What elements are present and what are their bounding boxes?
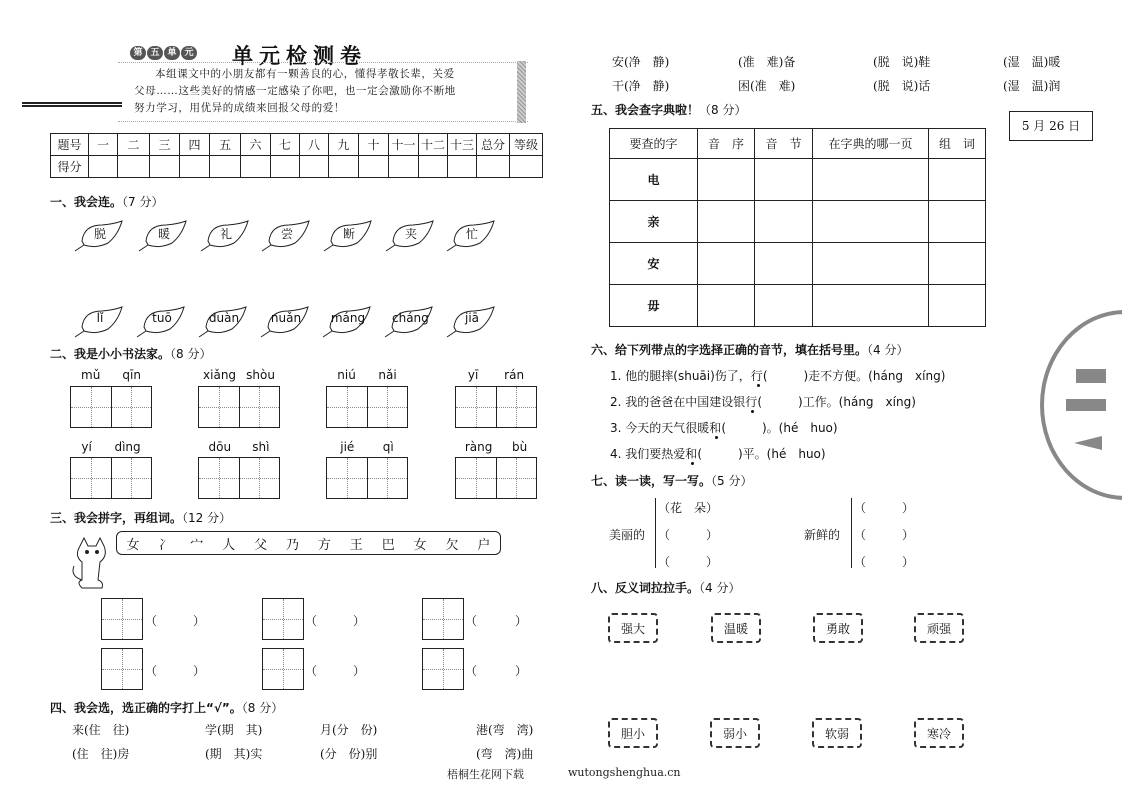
dict-header: 要查的字 [610, 129, 698, 159]
stamp-mark [1076, 369, 1106, 383]
q8-points: （4 分） [699, 581, 741, 595]
pinyin-pair [326, 440, 408, 454]
word-blank[interactable] [465, 662, 527, 679]
unit-badge [130, 46, 197, 60]
paren: （ [145, 664, 158, 678]
item-text: ( )走不方便。(háng xíng) [762, 369, 946, 383]
grid-cell[interactable] [112, 458, 152, 498]
leaf-character[interactable] [259, 219, 311, 249]
grid-cell[interactable] [497, 387, 537, 427]
radical: 户 [477, 537, 491, 553]
score-header: 六 [241, 134, 271, 156]
choice-item[interactable]: 来(住 往) [72, 723, 130, 737]
choice-item[interactable]: (弯 湾)曲 [476, 747, 534, 761]
score-header: 十二 [419, 134, 448, 156]
leaf-pinyin[interactable] [134, 305, 186, 335]
radical: 人 [222, 537, 236, 553]
q6-item[interactable] [610, 367, 945, 384]
score-header: 十三 [448, 134, 477, 156]
q7-blank[interactable]: （ ） [854, 528, 915, 542]
writing-grid[interactable] [198, 457, 280, 499]
score-header: 等级 [510, 134, 543, 156]
score-cell[interactable] [118, 156, 150, 178]
radical: 欠 [445, 537, 459, 553]
dict-cell[interactable] [813, 159, 929, 201]
q6-points: （4 分） [867, 343, 909, 357]
item-number: 1. [610, 369, 622, 383]
pinyin: niú [337, 368, 356, 382]
q1-title [50, 193, 163, 210]
item-text: ( )。(hé huo) [721, 421, 838, 435]
choice-item[interactable]: (湿 温)暖 [1003, 55, 1061, 69]
leaf-character[interactable] [383, 219, 435, 249]
score-table [50, 133, 543, 178]
pinyin: shì [252, 440, 270, 454]
word-blank[interactable] [145, 612, 205, 629]
q7-right-label: 新鲜的 [804, 528, 841, 542]
dict-cell[interactable] [755, 201, 813, 243]
antonym-card[interactable]: 温暖 [711, 613, 761, 643]
pinyin: dōu [208, 440, 232, 454]
score-cell[interactable] [477, 156, 510, 178]
leaf-label: máng [330, 311, 366, 325]
paren: ） [514, 664, 527, 678]
q8-title [591, 579, 740, 596]
word-blank[interactable] [305, 612, 365, 629]
choice-item[interactable]: 学(期 其) [205, 723, 263, 737]
score-header: 二 [118, 134, 150, 156]
radical: 宀 [190, 537, 204, 553]
leaf-label: 暖 [157, 227, 170, 241]
q7-blank[interactable]: （ ） [658, 528, 719, 542]
pinyin: jié [340, 440, 355, 454]
q7-blank[interactable]: （ ） [658, 555, 719, 569]
score-label: 得分 [51, 156, 89, 178]
dict-cell[interactable] [698, 243, 755, 285]
q6-title [591, 341, 908, 358]
intro-line: 父母……这些美好的情感一定感染了你吧，也一定会激励你不断地 [134, 85, 456, 97]
q8-title-text: 八、反义词拉拉手。 [591, 581, 700, 595]
divider [22, 102, 122, 107]
leaf-character[interactable] [136, 219, 188, 249]
paren: （ [305, 614, 318, 628]
dict-cell[interactable] [698, 285, 755, 327]
pinyin: xiǎng [203, 368, 237, 382]
score-value-row [51, 156, 543, 178]
leaf-label: nuǎn [270, 311, 302, 325]
item-text: 今天的天气很暖 [625, 421, 710, 435]
q6-item[interactable] [610, 393, 916, 410]
item-text: 我们要热爱 [625, 447, 686, 461]
leaf-pinyin[interactable] [196, 305, 248, 335]
dict-row [610, 243, 986, 285]
leaf-label: jiā [464, 311, 480, 325]
radical: 冫 [158, 537, 172, 553]
pinyin-pair [70, 440, 152, 454]
grid-cell[interactable] [327, 387, 368, 427]
score-cell[interactable] [419, 156, 448, 178]
pinyin: nǎi [378, 368, 397, 382]
q3-points: （12 分） [182, 511, 232, 525]
writing-grid[interactable] [326, 457, 408, 499]
choice-item[interactable]: (脱 说)鞋 [873, 55, 931, 69]
antonym-card[interactable]: 强大 [608, 613, 658, 643]
dict-cell[interactable] [813, 201, 929, 243]
score-cell[interactable] [150, 156, 180, 178]
date-label: 5 月 26 日 [1009, 111, 1093, 141]
item-number: 2. [610, 395, 622, 409]
dict-char: 毋 [610, 285, 698, 327]
leaf-character[interactable] [72, 219, 124, 249]
dotted-char: 和 [709, 421, 722, 435]
q7-blank[interactable]: （ ） [854, 555, 915, 569]
score-cell[interactable] [241, 156, 271, 178]
item-text: 我的爸爸在中国建设银 [625, 395, 746, 409]
leaf-pinyin[interactable] [72, 305, 124, 335]
leaf-label: duàn [208, 311, 240, 325]
choice-item[interactable]: (住 往)房 [72, 747, 130, 761]
q5-title-text: 五、我会查字典啦！ [591, 103, 700, 117]
page-title: 单元检测卷 [232, 43, 367, 68]
paren: ） [192, 614, 205, 628]
q7-title-text: 七、读一读，写一写。 [591, 474, 712, 488]
q6-item[interactable] [610, 445, 826, 462]
radical-bank [116, 531, 501, 555]
q2-title [50, 345, 211, 362]
dict-row [610, 285, 986, 327]
choice-item[interactable]: (分 份)别 [320, 747, 378, 761]
dotted-char: 行 [745, 395, 758, 409]
score-header: 九 [329, 134, 359, 156]
choice-item[interactable]: 困(准 难) [738, 79, 796, 93]
dict-cell[interactable] [929, 285, 986, 327]
dict-cell[interactable] [813, 285, 929, 327]
pinyin-pair [70, 368, 152, 382]
dict-char: 电 [610, 159, 698, 201]
score-cell[interactable] [300, 156, 329, 178]
brace-icon [655, 498, 656, 568]
leaf-label: 尝 [280, 227, 293, 241]
choice-item[interactable]: 港(弯 湾) [476, 723, 534, 737]
radical: 乃 [285, 537, 299, 553]
dict-cell[interactable] [698, 201, 755, 243]
dict-header: 音 节 [755, 129, 813, 159]
score-header: 一 [89, 134, 118, 156]
pinyin-pair [326, 368, 408, 382]
leaf-label: cháng [392, 311, 429, 325]
score-header: 题号 [51, 134, 89, 156]
footer-url[interactable]: wutongshenghua.cn [568, 766, 681, 779]
choice-item[interactable]: (期 其)实 [205, 747, 263, 761]
score-header: 三 [150, 134, 180, 156]
badge-char: 元 [181, 46, 197, 60]
dict-cell[interactable] [755, 285, 813, 327]
pinyin-pair [455, 440, 537, 454]
q7-blank[interactable]: （花 朵） [658, 501, 719, 515]
leaf-label: 忙 [465, 227, 478, 241]
dict-row [610, 201, 986, 243]
word-blank[interactable] [465, 612, 527, 629]
q1-title-text: 一、我会连。 [50, 195, 123, 209]
antonym-card[interactable]: 勇敢 [813, 613, 863, 643]
score-header: 八 [300, 134, 329, 156]
score-cell[interactable] [180, 156, 210, 178]
dotted-char: 行 [750, 369, 763, 383]
intro-shadow [517, 61, 526, 123]
leaf-character[interactable] [321, 219, 373, 249]
antonym-card[interactable]: 软弱 [812, 718, 862, 748]
paren: ） [352, 664, 365, 678]
radical: 王 [349, 537, 363, 553]
dict-char: 安 [610, 243, 698, 285]
grid-cell[interactable] [456, 387, 497, 427]
score-cell[interactable] [359, 156, 389, 178]
score-cell[interactable] [89, 156, 118, 178]
radical: 父 [254, 537, 268, 553]
pinyin: shòu [246, 368, 275, 382]
item-text: ( )工作。(háng xíng) [757, 395, 916, 409]
grid-cell[interactable] [240, 458, 280, 498]
q3-title-text: 三、我会拼字，再组词。 [50, 511, 183, 525]
grid-cell[interactable] [199, 458, 240, 498]
dict-header: 在字典的哪一页 [813, 129, 929, 159]
grid-cell[interactable] [456, 458, 497, 498]
dict-row [610, 159, 986, 201]
radical: 女 [413, 537, 427, 553]
score-cell[interactable] [271, 156, 300, 178]
writing-grid[interactable] [70, 457, 152, 499]
grid-cell[interactable] [497, 458, 537, 498]
dict-cell[interactable] [698, 159, 755, 201]
antonym-card[interactable]: 弱小 [710, 718, 760, 748]
score-header: 十一 [389, 134, 419, 156]
item-number: 3. [610, 421, 622, 435]
pinyin: qīn [122, 368, 141, 382]
antonym-card[interactable]: 顽强 [914, 613, 964, 643]
choice-item[interactable]: 干(净 静) [612, 79, 670, 93]
score-cell[interactable] [389, 156, 419, 178]
char-box[interactable] [101, 598, 143, 640]
score-header-row [51, 134, 543, 156]
cat-icon [68, 536, 116, 590]
writing-grid[interactable] [455, 386, 537, 428]
word-blank[interactable] [305, 662, 365, 679]
dict-char: 亲 [610, 201, 698, 243]
score-header: 四 [180, 134, 210, 156]
choice-item[interactable]: 安(净 静) [612, 55, 670, 69]
grid-cell[interactable] [112, 387, 152, 427]
radical: 方 [317, 537, 331, 553]
paren: （ [465, 664, 478, 678]
dict-cell[interactable] [813, 243, 929, 285]
choice-item[interactable]: (脱 说)话 [873, 79, 931, 93]
leaf-pinyin[interactable] [382, 305, 434, 335]
writing-grid[interactable] [70, 386, 152, 428]
score-cell[interactable] [510, 156, 543, 178]
q7-points: （5 分） [711, 474, 753, 488]
leaf-character[interactable] [198, 219, 250, 249]
score-cell[interactable] [448, 156, 477, 178]
pinyin: rán [504, 368, 525, 382]
score-cell[interactable] [329, 156, 359, 178]
radical: 巴 [381, 537, 395, 553]
writing-grid[interactable] [326, 386, 408, 428]
paren: ） [352, 614, 365, 628]
leaf-label: tuō [152, 311, 172, 325]
pinyin: yí [81, 440, 92, 454]
item-text: 他的腿摔(shuāi)伤了， [625, 369, 751, 383]
dict-header: 音 序 [698, 129, 755, 159]
writing-grid[interactable] [198, 386, 280, 428]
score-header: 五 [210, 134, 241, 156]
score-header: 七 [271, 134, 300, 156]
badge-char: 单 [164, 46, 180, 60]
q2-points: （8 分） [170, 347, 212, 361]
pinyin-pair [198, 440, 280, 454]
pinyin: yī [467, 368, 479, 382]
badge-char: 五 [147, 46, 163, 60]
antonym-card[interactable]: 胆小 [608, 718, 658, 748]
writing-grid[interactable] [455, 457, 537, 499]
pinyin-pair [198, 368, 280, 382]
q4-points: （8 分） [241, 701, 284, 715]
q2-title-text: 二、我是小小书法家。 [50, 347, 171, 361]
leaf-character[interactable] [444, 219, 496, 249]
choice-item[interactable]: (准 难)备 [738, 55, 796, 69]
leaf-label: 断 [342, 227, 355, 241]
grid-cell[interactable] [368, 387, 408, 427]
char-box[interactable] [262, 598, 304, 640]
dict-header: 组 词 [929, 129, 986, 159]
dotted-char: 和 [685, 447, 698, 461]
badge-char: 第 [130, 46, 146, 60]
leaf-label: 脱 [93, 227, 106, 241]
q7-left-label: 美丽的 [609, 528, 646, 542]
q6-item[interactable] [610, 419, 838, 436]
q5-title [591, 101, 746, 118]
dict-cell[interactable] [929, 243, 986, 285]
char-box[interactable] [422, 648, 464, 690]
q7-title [591, 472, 752, 489]
leaf-pinyin[interactable] [320, 305, 372, 335]
grid-cell[interactable] [327, 458, 368, 498]
pinyin: mǔ [81, 368, 101, 382]
q3-title [50, 509, 231, 526]
pinyin: qì [382, 440, 394, 454]
stamp-mark [1074, 436, 1102, 450]
q1-points: （7 分） [122, 195, 164, 209]
leaf-label: lǐ [96, 311, 104, 325]
dictionary-table [609, 128, 986, 327]
radical: 女 [126, 537, 140, 553]
dict-cell[interactable] [755, 159, 813, 201]
leaf-pinyin[interactable] [444, 305, 496, 335]
pinyin: ràng [464, 440, 493, 454]
paren: （ [305, 664, 318, 678]
stamp-icon [1040, 310, 1122, 500]
q4-title-text: 四、我会选，选正确的字打上“√”。 [50, 701, 242, 715]
grid-cell[interactable] [240, 387, 280, 427]
grid-cell[interactable] [368, 458, 408, 498]
paren: （ [145, 614, 158, 628]
word-blank[interactable] [145, 662, 205, 679]
intro-line: 努力学习，用优异的成绩来回报父母的爱！ [134, 102, 345, 114]
char-box[interactable] [262, 648, 304, 690]
score-header: 十 [359, 134, 389, 156]
score-header: 总分 [477, 134, 510, 156]
item-number: 4. [610, 447, 622, 461]
grid-cell[interactable] [71, 458, 112, 498]
pinyin-pair [455, 368, 537, 382]
paren: ） [514, 614, 527, 628]
leaf-label: 夹 [404, 227, 417, 241]
choice-item[interactable]: 月(分 份) [320, 723, 378, 737]
item-text: ( )平。(hé huo) [697, 447, 826, 461]
score-cell[interactable] [210, 156, 241, 178]
pinyin: dìng [114, 440, 141, 454]
dict-header-row [610, 129, 986, 159]
intro-line: 本组课文中的小朋友都有一颗善良的心，懂得孝敬长辈，关爱 [155, 68, 455, 80]
paren: ） [192, 664, 205, 678]
q6-title-text: 六、给下列带点的字选择正确的音节，填在括号里。 [591, 343, 868, 357]
q5-points: （8 分） [699, 103, 747, 117]
cat-illustration-icon [68, 536, 116, 590]
paren: （ [465, 614, 478, 628]
intro-text [134, 66, 514, 117]
dict-cell[interactable] [929, 201, 986, 243]
brace-icon [851, 498, 852, 568]
antonym-card[interactable]: 寒冷 [914, 718, 964, 748]
grid-cell[interactable] [71, 387, 112, 427]
leaf-label: 礼 [219, 227, 232, 241]
q4-title [50, 699, 283, 716]
stamp-mark [1066, 399, 1106, 411]
pinyin: bù [511, 440, 528, 454]
leaf-pinyin[interactable] [258, 305, 310, 335]
dict-cell[interactable] [929, 159, 986, 201]
grid-cell[interactable] [199, 387, 240, 427]
q7-blank[interactable]: （ ） [854, 501, 915, 515]
dict-cell[interactable] [755, 243, 813, 285]
char-box[interactable] [422, 598, 464, 640]
char-box[interactable] [101, 648, 143, 690]
choice-item[interactable]: (湿 温)润 [1003, 79, 1061, 93]
footer-site-name: 梧桐生花网下载 [447, 768, 524, 781]
